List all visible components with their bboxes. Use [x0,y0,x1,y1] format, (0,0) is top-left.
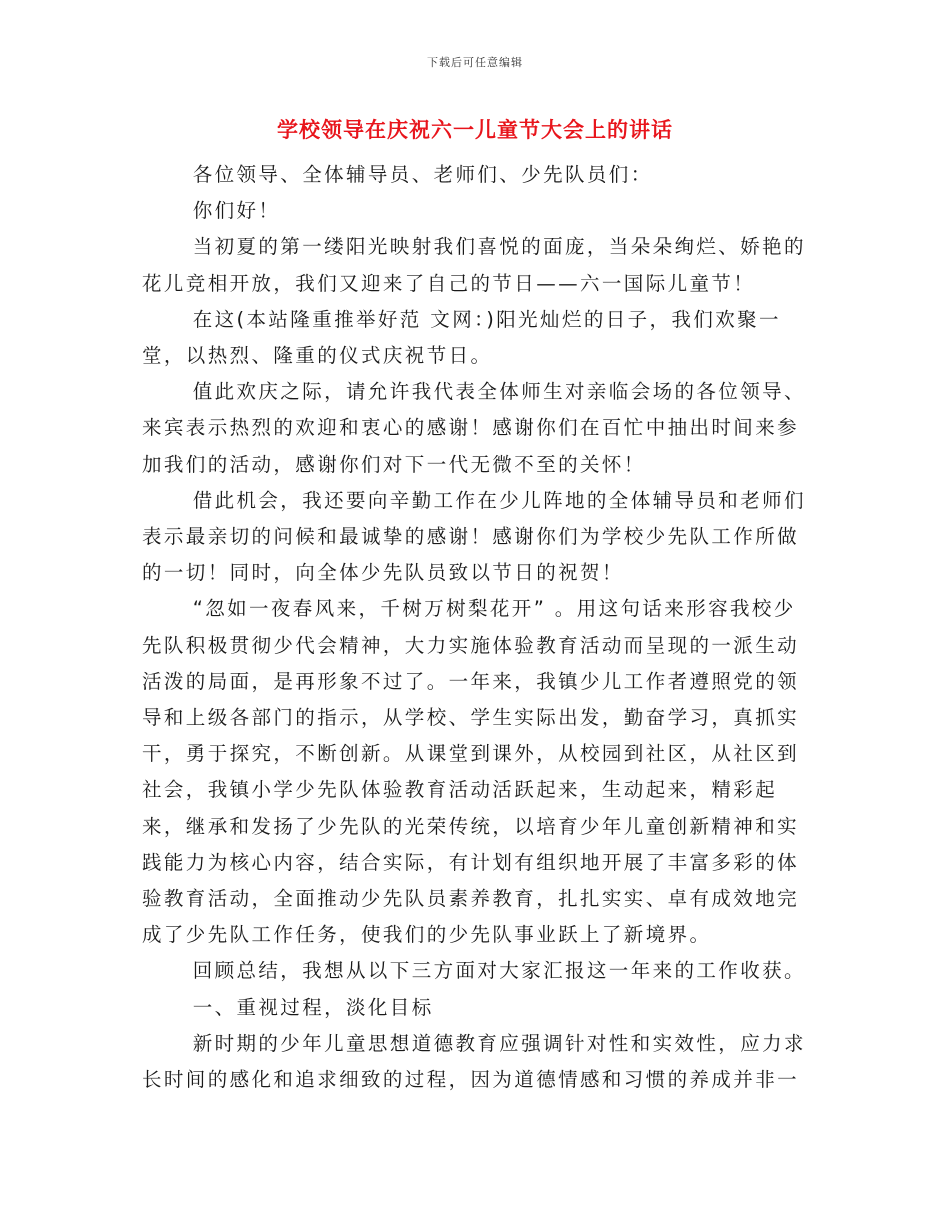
paragraph-greeting: 各位领导、全体辅导员、老师们、少先队员们： [192,163,653,186]
paragraph: 回顾总结，我想从以下三方面对大家汇报这一年来的工作收获。 [192,959,806,983]
paragraph: “忽如一夜春风来，千树万树梨花开” 。用这句话来形容我校少先队积极贯彻少代会精神，大力实施体验教育活动而呈现的一派生动活泼的局面，是再形象不过了。一年来，我镇少儿工作者遵照党的领导和上级各部门的指示，从学校、学生实际出发，勤奋学习，真抓实干，勇于探究，不断创新。从课堂到课外，从校园到社区，从社区到社会，我镇小学少先队体验教育活动活跃起来，生动起来，精彩起来，继承和发扬了少先队的光荣传统，以培育少年儿童创新精神和实践能力为核心内容，结合实际，有计划有组织地开展了丰富多彩的体验教育活动，全面推动少先队员素养教育，扎扎实实、卓有成效地完成了少先队工作任务，使我们的少先队事业跃上了新境界。 [142,597,800,947]
paragraph: 当初夏的第一缕阳光映射我们喜悦的面庞，当朵朵绚烂、娇艳的花儿竞相开放，我们又迎来了自己的节日——六一国际儿童节！ [142,235,806,295]
paragraph-hello: 你们好！ [192,199,281,223]
paragraph: 借此机会，我还要向辛勤工作在少儿阵地的全体辅导员和老师们表示最亲切的问候和最诚挚的感谢！感谢你们为学校少先队工作所做的一切！同时，向全体少先队员致以节日的祝贺！ [142,488,806,585]
paragraph: 新时期的少年儿童思想道德教育应强调针对性和实效性，应力求长时间的感化和追求细致的过程，因为道德情感和习惯的养成并非一 [142,1031,806,1092]
paragraph: 在这(本站隆重推举好范 文网：)阳光灿烂的日子，我们欢聚一堂，以热烈、隆重的仪式庆祝节日。 [142,307,781,368]
document-body [142,157,810,1098]
paragraph: 值此欢庆之际，请允许我代表全体师生对亲临会场的各位领导、来宾表示热烈的欢迎和衷心的感谢！感谢你们在百忙中抽出时间来参加我们的活动，感谢你们对下一代无微不至的关怀！ [142,380,806,476]
document-title: 学校领导在庆祝六一儿童节大会上的讲话 [277,118,673,142]
section-heading: 一、重视过程，淡化目标 [192,995,434,1019]
page-header-note: 下载后可任意编辑 [427,56,523,69]
